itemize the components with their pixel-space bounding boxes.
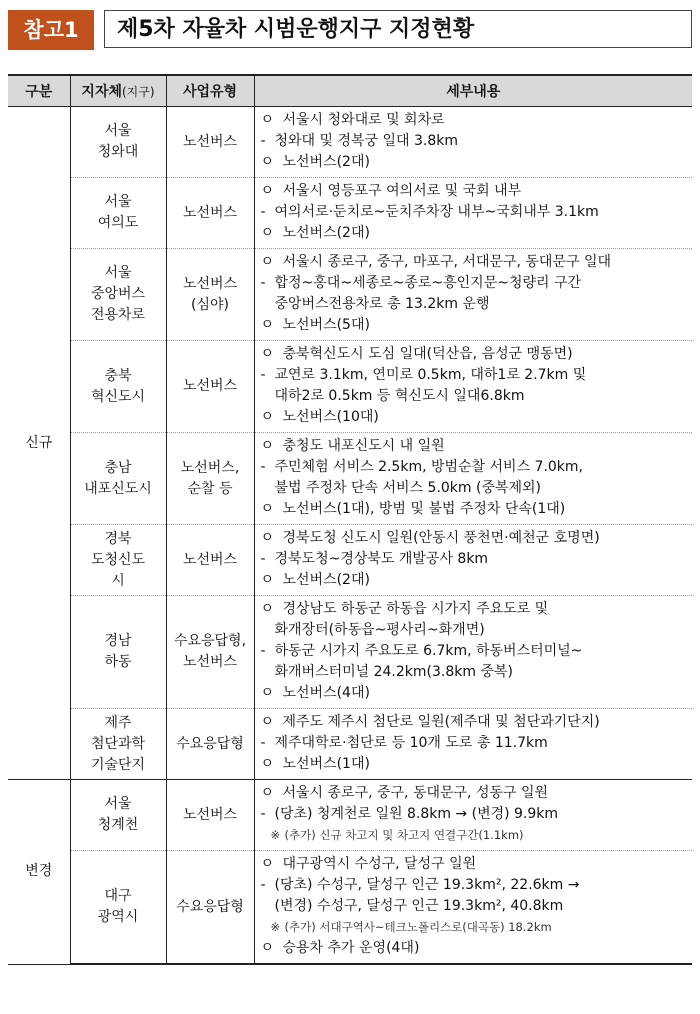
detail-text: 노선버스(2대)	[282, 154, 370, 170]
page-header	[4, 6, 694, 50]
region-cell	[70, 341, 166, 433]
detail-text: 충북혁신도시 도심 일대(덕산읍, 음성군 맹동면)	[282, 346, 573, 362]
detail-line	[261, 202, 689, 223]
detail-line	[261, 273, 689, 294]
detail-line	[261, 570, 689, 591]
dash-marker: -	[260, 806, 266, 822]
region-cell	[70, 107, 166, 178]
detail-cell	[254, 178, 692, 249]
region-line: 경남	[104, 633, 132, 649]
detail-cell	[254, 596, 692, 709]
detail-text: 경북도청~경상북도 개발공사 8km	[274, 551, 489, 567]
region-line: 첨단과학	[90, 735, 146, 752]
detail-text: (추가) 서대구역사~테크노폴리스로(대곡동) 18.2km	[284, 920, 552, 934]
detail-text: 화개장터(하동읍~평사리~화개면)	[274, 622, 485, 638]
type-line: 노선버스	[182, 275, 238, 292]
table-row	[8, 249, 692, 341]
type-cell	[166, 341, 254, 433]
region-line: 중앙버스	[90, 286, 146, 302]
category-cell: 신규	[8, 107, 70, 780]
table-row	[8, 341, 692, 433]
region-cell	[70, 780, 166, 851]
bullet-marker: ㅇ	[260, 572, 275, 588]
detail-text: 경북도청 신도시 일원(안동시 풍천면·예천군 호명면)	[282, 530, 600, 546]
region-line: 충남	[104, 459, 132, 476]
detail-line	[261, 528, 689, 549]
category-cell: 변경	[8, 780, 70, 965]
table-row	[8, 178, 692, 249]
dash-marker: -	[260, 551, 266, 567]
detail-note-line	[261, 917, 689, 938]
header-category: 구분	[8, 75, 70, 107]
detail-text: (당초) 수성구, 달성구 인근 19.3km², 22.6km →	[274, 877, 580, 893]
detail-text: 화개버스터미널 24.2km(3.8km 중복)	[274, 664, 513, 680]
detail-line	[261, 875, 689, 896]
note-marker: ※	[270, 920, 281, 934]
type-cell	[166, 433, 254, 525]
detail-text: 불법 주정차 단속 서비스 5.0km (중복제외)	[274, 480, 542, 496]
detail-text: (당초) 청계천로 일원 8.8km → (변경) 9.9km	[274, 806, 559, 822]
detail-text: 서울시 영등포구 여의서로 및 국회 내부	[282, 183, 522, 199]
detail-line	[261, 365, 689, 386]
detail-text: 주민체험 서비스 2.5km, 방범순찰 서비스 7.0km,	[274, 459, 584, 475]
detail-text: 하동군 시가지 주요도로 6.7km, 하동버스터미널~	[274, 643, 583, 659]
dash-marker: -	[260, 877, 266, 893]
region-line: 전용차로	[90, 307, 146, 323]
region-line: 여의도	[97, 215, 139, 231]
detail-line	[261, 733, 689, 754]
region-line: 서울	[104, 265, 132, 281]
region-cell	[70, 709, 166, 780]
detail-line	[261, 549, 689, 570]
detail-text: 대구광역시 수성구, 달성구 일원	[282, 856, 477, 872]
detail-line	[261, 754, 689, 775]
detail-line	[261, 152, 689, 173]
type-line: 노선버스	[182, 654, 238, 670]
detail-text: 제주도 제주시 첨단로 일원(제주대 및 첨단과기단지)	[282, 714, 600, 730]
detail-text: 교연로 3.1km, 연미로 0.5km, 대하1로 2.7km 및	[274, 367, 587, 383]
detail-cell	[254, 525, 692, 596]
table-row	[8, 433, 692, 525]
detail-line	[261, 315, 689, 336]
detail-line	[261, 938, 689, 959]
detail-text: 노선버스(4대)	[282, 685, 370, 701]
dash-marker: -	[260, 275, 266, 291]
type-cell	[166, 709, 254, 780]
region-cell	[70, 596, 166, 709]
dash-marker: -	[260, 459, 266, 475]
region-line: 광역시	[97, 909, 139, 925]
region-line: 충북	[104, 367, 132, 384]
region-line: 내포신도시	[84, 480, 152, 497]
detail-line	[261, 110, 689, 131]
region-cell	[70, 525, 166, 596]
table-row	[8, 525, 692, 596]
detail-line	[261, 181, 689, 202]
region-line: 서울	[104, 796, 132, 812]
type-line: 노선버스,	[180, 459, 240, 476]
detail-text: 청와대 및 경복궁 일대 3.8km	[274, 133, 459, 149]
detail-line	[261, 223, 689, 244]
header-region-sub: (지구)	[122, 85, 155, 99]
page-title: 제5차 자율차 시범운행지구 지정현황	[104, 10, 692, 48]
type-cell	[166, 525, 254, 596]
dash-marker: -	[260, 133, 266, 149]
bullet-marker: ㅇ	[260, 409, 275, 425]
detail-line	[261, 896, 689, 917]
detail-line	[261, 599, 689, 620]
type-cell	[166, 780, 254, 851]
table-row	[8, 107, 692, 178]
detail-cell	[254, 249, 692, 341]
detail-line	[261, 294, 689, 315]
bullet-marker: ㅇ	[260, 154, 275, 170]
bullet-marker: ㅇ	[260, 714, 275, 730]
bullet-marker: ㅇ	[260, 530, 275, 546]
type-cell	[166, 107, 254, 178]
type-cell	[166, 851, 254, 965]
detail-cell	[254, 341, 692, 433]
table-header-row	[8, 75, 692, 107]
detail-line	[261, 641, 689, 662]
detail-text: 충청도 내포신도시 내 일원	[282, 438, 445, 454]
type-line: 노선버스	[182, 551, 238, 568]
type-line: 노선버스	[182, 806, 238, 823]
detail-line	[261, 854, 689, 875]
detail-text: (추가) 신규 차고지 및 차고지 연결구간(1.1km)	[284, 828, 524, 842]
bullet-marker: ㅇ	[260, 346, 275, 362]
detail-text: 노선버스(1대)	[282, 756, 370, 772]
dash-marker: -	[260, 643, 266, 659]
detail-line	[261, 662, 689, 683]
bullet-marker: ㅇ	[260, 254, 275, 270]
region-line: 대구	[104, 888, 132, 904]
region-line: 청계천	[97, 817, 139, 833]
region-line: 도청신도	[90, 551, 146, 568]
detail-cell	[254, 433, 692, 525]
bullet-marker: ㅇ	[260, 601, 275, 617]
designation-table-wrapper	[8, 74, 692, 965]
detail-text: 노선버스(5대)	[282, 317, 370, 333]
region-line: 서울	[104, 194, 132, 210]
region-cell	[70, 433, 166, 525]
type-cell	[166, 596, 254, 709]
header-region	[70, 75, 166, 107]
detail-text: 서울시 종로구, 중구, 동대문구, 성동구 일원	[282, 785, 549, 801]
type-line: 노선버스	[182, 378, 238, 394]
bullet-marker: ㅇ	[260, 438, 275, 454]
dash-marker: -	[260, 735, 266, 751]
detail-line	[261, 804, 689, 825]
detail-text: 노선버스(1대), 방범 및 불법 주정차 단속(1대)	[282, 501, 566, 517]
reference-badge: 참고1	[8, 10, 94, 50]
detail-line	[261, 252, 689, 273]
table-row	[8, 596, 692, 709]
dash-marker: -	[260, 204, 266, 220]
detail-text: 노선버스(10대)	[282, 409, 379, 425]
detail-text: 제주대학로·첨단로 등 10개 도로 총 11.7km	[274, 735, 548, 751]
bullet-marker: ㅇ	[260, 112, 275, 128]
detail-line	[261, 683, 689, 704]
type-line: 수요응답형	[176, 898, 244, 915]
type-line: (심야)	[191, 296, 229, 313]
detail-text: 서울시 청와대로 및 회차로	[282, 112, 445, 128]
region-cell	[70, 178, 166, 249]
detail-cell	[254, 107, 692, 178]
region-line: 하동	[104, 654, 132, 670]
type-line: 수요응답형,	[173, 633, 247, 649]
detail-line	[261, 783, 689, 804]
table-row	[8, 780, 692, 851]
type-line: 순찰 등	[187, 480, 233, 497]
note-marker: ※	[270, 828, 281, 842]
table-body	[8, 107, 692, 965]
detail-line	[261, 344, 689, 365]
bullet-marker: ㅇ	[260, 756, 275, 772]
region-line: 기술단지	[90, 756, 146, 773]
designation-table	[8, 74, 692, 965]
type-line: 노선버스	[182, 204, 238, 221]
bullet-marker: ㅇ	[260, 856, 275, 872]
detail-text: (변경) 수성구, 달성구 인근 19.3km², 40.8km	[274, 898, 564, 914]
detail-text: 대하2로 0.5km 등 혁신도시 일대6.8km	[274, 388, 525, 404]
bullet-marker: ㅇ	[260, 501, 275, 517]
detail-cell	[254, 851, 692, 965]
detail-line	[261, 478, 689, 499]
header-type: 사업유형	[166, 75, 254, 107]
table-row	[8, 851, 692, 965]
type-line: 노선버스	[182, 133, 238, 150]
detail-line	[261, 386, 689, 407]
detail-line	[261, 457, 689, 478]
header-detail: 세부내용	[254, 75, 692, 107]
detail-text: 승용차 추가 운영(4대)	[282, 940, 420, 956]
region-line: 청와대	[97, 144, 139, 160]
region-cell	[70, 851, 166, 965]
detail-text: 서울시 종로구, 중구, 마포구, 서대문구, 동대문구 일대	[282, 254, 612, 270]
detail-cell	[254, 709, 692, 780]
region-line: 혁신도시	[90, 388, 146, 405]
detail-line	[261, 436, 689, 457]
type-cell	[166, 249, 254, 341]
detail-line	[261, 407, 689, 428]
region-line: 제주	[104, 714, 132, 731]
detail-line	[261, 499, 689, 520]
detail-note-line	[261, 825, 689, 846]
detail-line	[261, 620, 689, 641]
region-cell	[70, 249, 166, 341]
region-line: 시	[111, 572, 125, 589]
detail-text: 노선버스(2대)	[282, 225, 370, 241]
bullet-marker: ㅇ	[260, 317, 275, 333]
type-line: 수요응답형	[176, 735, 244, 752]
detail-text: 합정~홍대~세종로~종로~흥인지문~청량리 구간	[274, 275, 582, 291]
detail-cell	[254, 780, 692, 851]
detail-line	[261, 712, 689, 733]
detail-text: 중앙버스전용차로 총 13.2km 운행	[274, 296, 490, 312]
bullet-marker: ㅇ	[260, 225, 275, 241]
detail-text: 노선버스(2대)	[282, 572, 370, 588]
region-line: 서울	[104, 123, 132, 139]
header-region-label: 지자체	[81, 84, 122, 100]
table-row	[8, 709, 692, 780]
detail-text: 경상남도 하동군 하동읍 시가지 주요도로 및	[282, 601, 549, 617]
bullet-marker: ㅇ	[260, 183, 275, 199]
bullet-marker: ㅇ	[260, 785, 275, 801]
bullet-marker: ㅇ	[260, 940, 275, 956]
region-line: 경북	[104, 530, 132, 547]
type-cell	[166, 178, 254, 249]
detail-line	[261, 131, 689, 152]
dash-marker: -	[260, 367, 266, 383]
detail-text: 여의서로·둔치로~둔치주차장 내부~국회내부 3.1km	[274, 204, 599, 220]
bullet-marker: ㅇ	[260, 685, 275, 701]
